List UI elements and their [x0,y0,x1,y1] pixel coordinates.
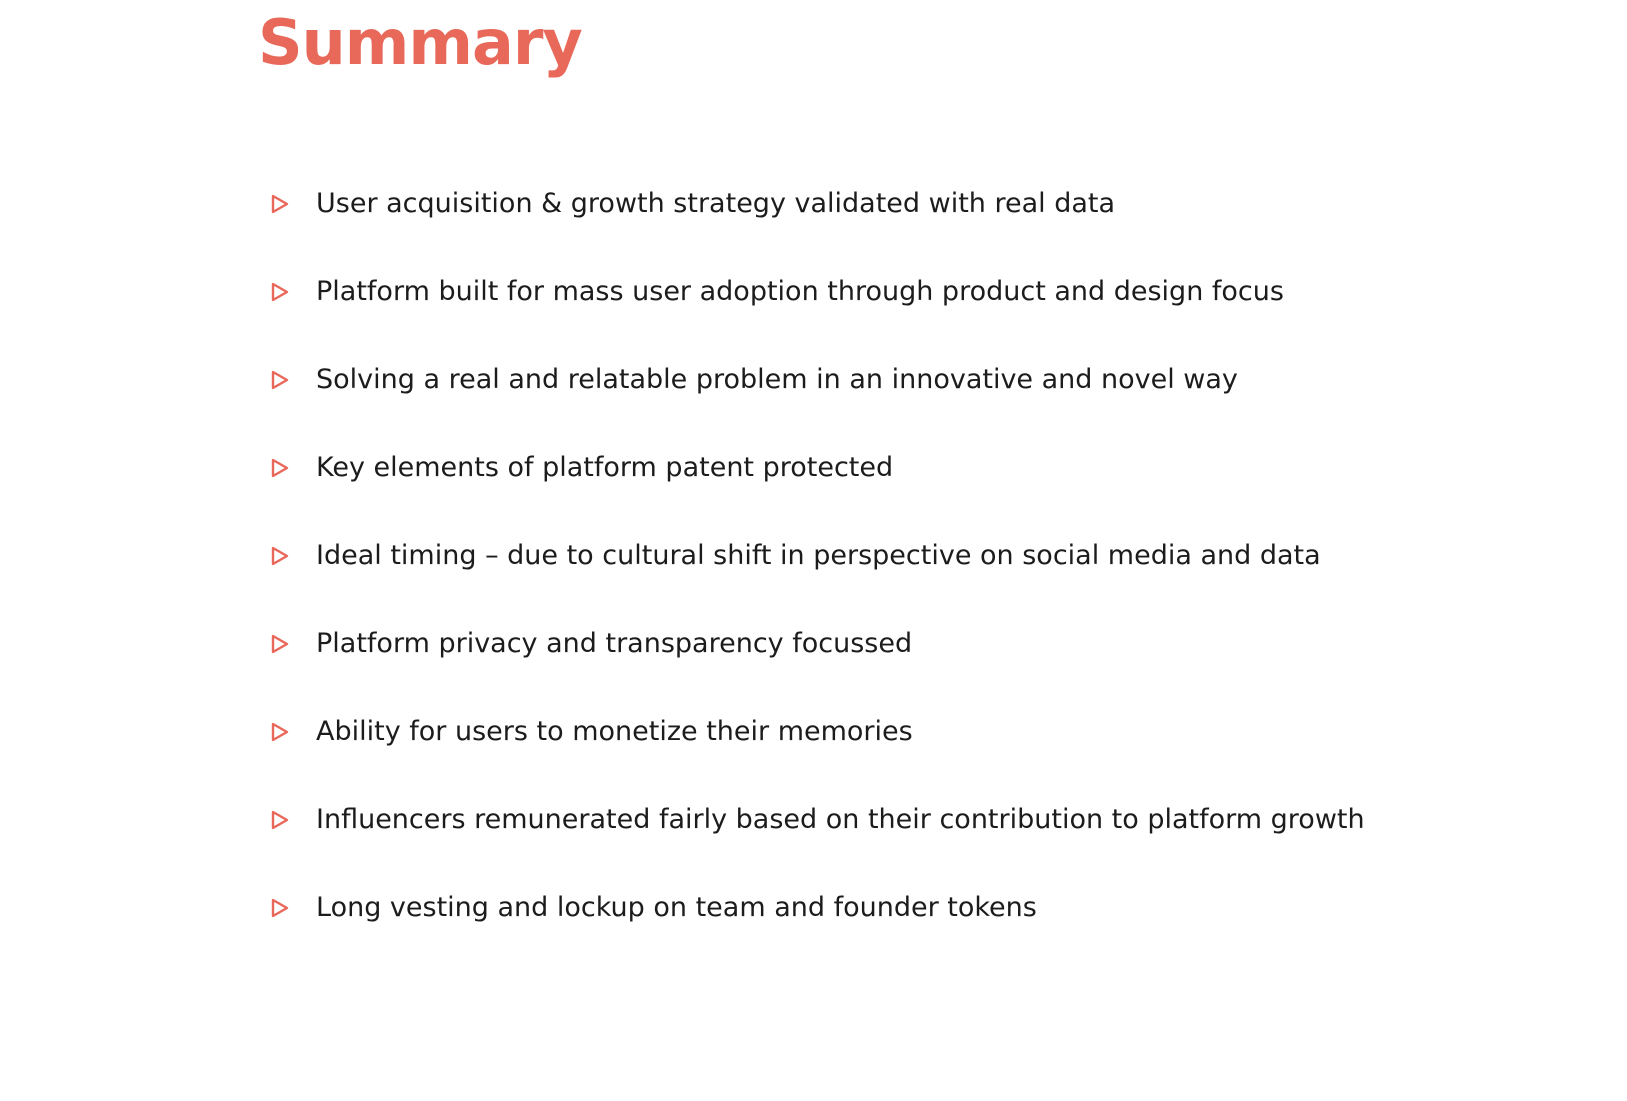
bullet-text: Long vesting and lockup on team and founder tokens [316,892,1037,923]
bullet-text: Platform built for mass user adoption through product and design focus [316,276,1284,307]
bullet-text: Ability for users to monetize their memories [316,716,913,747]
page-title: Summary [258,6,582,79]
bullet-text: Platform privacy and transparency focussed [316,628,913,659]
play-triangle-outline-icon [270,809,316,831]
list-item [270,160,1365,248]
list-item [270,248,1365,336]
bullet-text: Ideal timing – due to cultural shift in perspective on social media and data [316,540,1321,571]
list-item [270,688,1365,776]
list-item [270,512,1365,600]
list-item [270,336,1365,424]
play-triangle-outline-icon [270,721,316,743]
play-triangle-outline-icon [270,545,316,567]
list-item [270,776,1365,864]
bullet-text: Key elements of platform patent protected [316,452,894,483]
play-triangle-outline-icon [270,281,316,303]
bullet-text: Influencers remunerated fairly based on their contribution to platform growth [316,804,1365,835]
bullet-text: Solving a real and relatable problem in an innovative and novel way [316,364,1238,395]
list-item [270,424,1365,512]
play-triangle-outline-icon [270,457,316,479]
play-triangle-outline-icon [270,193,316,215]
play-triangle-outline-icon [270,633,316,655]
list-item [270,864,1365,952]
summary-bullet-list [270,160,1365,952]
play-triangle-outline-icon [270,369,316,391]
bullet-text: User acquisition & growth strategy validated with real data [316,188,1116,219]
play-triangle-outline-icon [270,897,316,919]
list-item [270,600,1365,688]
